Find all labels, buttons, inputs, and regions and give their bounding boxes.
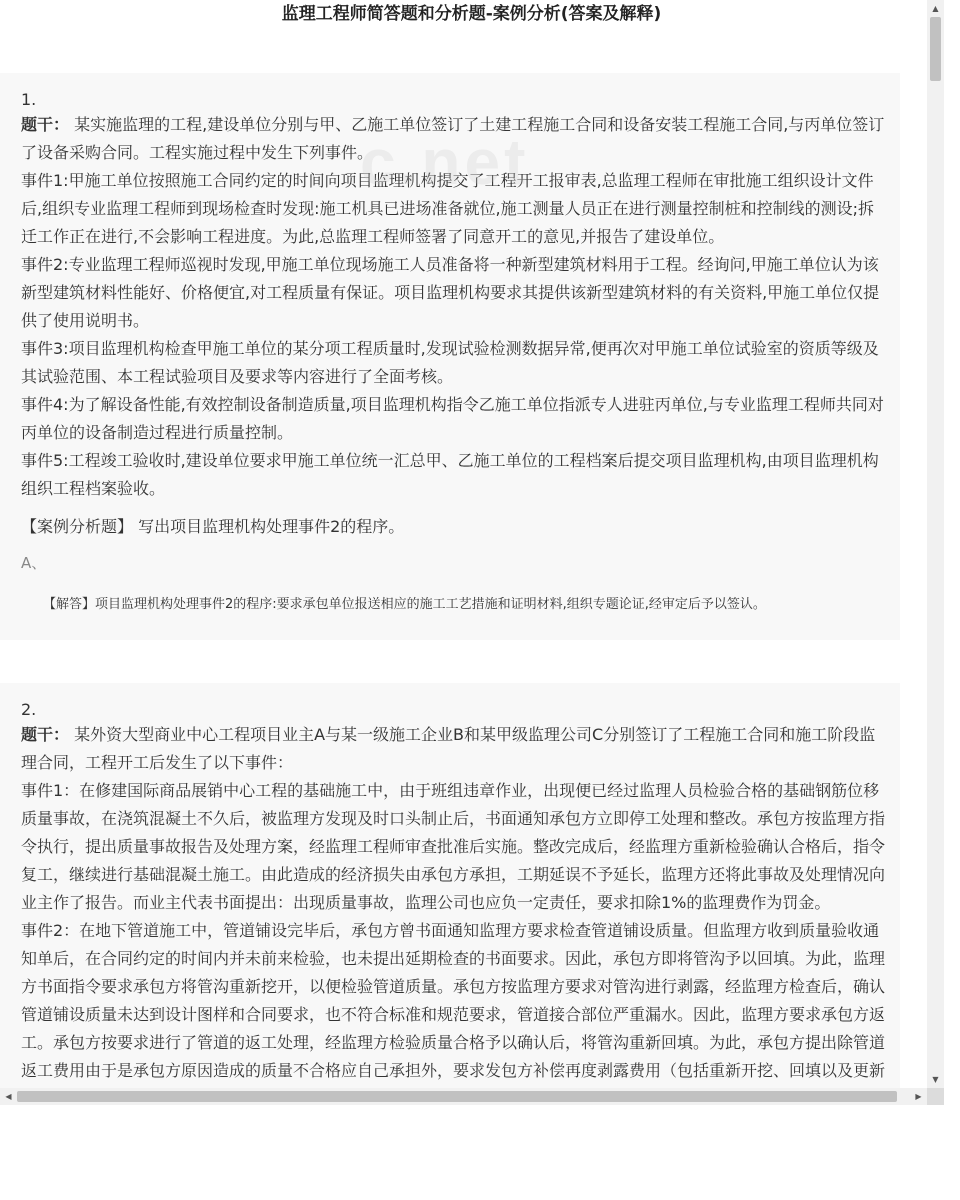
scroll-left-arrow-icon[interactable]: ◀ [5,1092,12,1101]
stem-label: 题干： [21,115,70,134]
event-1: 事件1:甲施工单位按照施工合同约定的时间向项目监理机构提交了工程开工报审表,总监理工程师在审批施工组织设计文件后,组织专业监理工程师到现场检查时发现:施工机具已进场准备就位,施工测量人员正在进行测量控制桩和控制线的测设;拆迁工作正在进行,不会影响工程进度。为此,总监理工程师签署了同意开工的意见,并报告了建设单位。 [21,171,874,246]
horizontal-scroll-thumb[interactable] [17,1091,897,1102]
scroll-right-arrow-icon[interactable]: ▶ [915,1092,922,1101]
stem-text: 某实施监理的工程,建设单位分别与甲、乙施工单位签订了土建工程施工合同和设备安装工程施工合同,与丙单位签订了设备采购合同。工程实施过程中发生下列事件。 [21,115,885,162]
event-1: 事件1：在修建国际商品展销中心工程的基础施工中，由于班组违章作业，出现便已经过监理人员检验合格的基础钢筋位移质量事故，在浇筑混凝土不久后，被监理方发现及时口头制止后，书面通知承包方立即停工处理和整改。承包方按监理方指令执行，提出质量事故报告及处理方案，经监理工程师审查批准后实施。整改完成后，经监理方重新检验确认合格后，指令复工，继续进行基础混凝土施工。由此造成的经济损失由承包方承担，工期延误不予延长，监理方还将此事故及处理情况向业主作了报告。而业主代表书面提出：出现质量事故，监理公司也应负一定责任，要求扣除1%的监理费作为罚金。 [21,781,886,912]
vertical-scroll-thumb[interactable] [930,17,941,81]
question-number: 2. [21,700,37,719]
event-3: 事件3:项目监理机构检查甲施工单位的某分项工程质量时,发现试验检测数据异常,便再次对甲施工单位试验室的资质等级及其试验范围、本工程试验项目及要求等内容进行了全面考核。 [21,339,879,386]
answer-option[interactable]: A、 [21,554,47,572]
watermark: c.net [360,126,530,198]
vertical-scrollbar[interactable] [927,0,944,1088]
sub-question: 【案例分析题】 写出项目监理机构处理事件2的程序。 [21,517,405,536]
event-4: 事件4:为了解设备性能,有效控制设备制造质量,项目监理机构指令乙施工单位指派专人进驻丙单位,与专业监理工程师共同对丙单位的设备制造过程进行质量控制。 [21,395,884,442]
scrollbar-corner [927,1088,944,1105]
question-stem [21,721,888,777]
question-card-1 [0,73,900,640]
horizontal-scrollbar[interactable] [0,1088,927,1105]
stem-label: 题干： [21,725,70,744]
question-card-2 [0,683,900,1088]
event-5: 事件5:工程竣工验收时,建设单位要求甲施工单位统一汇总甲、乙施工单位的工程档案后提交项目监理机构,由项目监理机构组织工程档案验收。 [21,451,879,498]
question-number: 1. [21,90,37,109]
page-title: 监理工程师简答题和分析题-案例分析(答案及解释) [281,4,662,24]
event-2: 事件2:专业监理工程师巡视时发现,甲施工单位现场施工人员准备将一种新型建筑材料用于工程。经询问,甲施工单位认为该新型建筑材料性能好、价格便宜,对工程质量有保证。项目监理机构要求其提供该新型建筑材料的有关资料,甲施工单位仅提供了使用说明书。 [21,255,880,330]
scroll-up-arrow-icon[interactable]: ▲ [932,4,939,13]
question-stem [21,111,888,167]
event-2: 事件2：在地下管道施工中，管道铺设完毕后，承包方曾书面通知监理方要求检查管道铺设质量。但监理方收到质量验收通知单后，在合同约定的时间内并未前来检验，也未提出延期检查的书面要求。因此，承包方即将管沟予以回填。为此，监理方书面指令要求承包方将管沟重新挖开，以便检验管道质量。承包方按监理方要求对管沟进行剥露，经监理方检查后，确认管道铺设质量未达到设计图样和合同要求，也不符合标准和规范要求，管道接合部位严重漏水。因此，监理方要求承包方返工。承包方按要求进行了管道的返工处理，经监理方检验质量合格予以确认后，将管沟重新回填。为此，承包方提出除管道返工费用由于是承包方原因造成的质量不合格应自己承担外，要求发包方补偿再度剥露费用（包括重新开挖、回填以及更新 [21,921,886,1080]
answer-explanation: 【解答】项目监理机构处理事件2的程序:要求承包单位报送相应的施工工艺措施和证明材料,组织专题论证,经审定后予以签认。 [43,597,766,612]
scroll-down-arrow-icon[interactable]: ▼ [932,1075,939,1084]
stem-text: 某外资大型商业中心工程项目业主A与某一级施工企业B和某甲级监理公司C分别签订了工程施工合同和施工阶段监理合同，工程开工后发生了以下事件： [21,725,876,772]
